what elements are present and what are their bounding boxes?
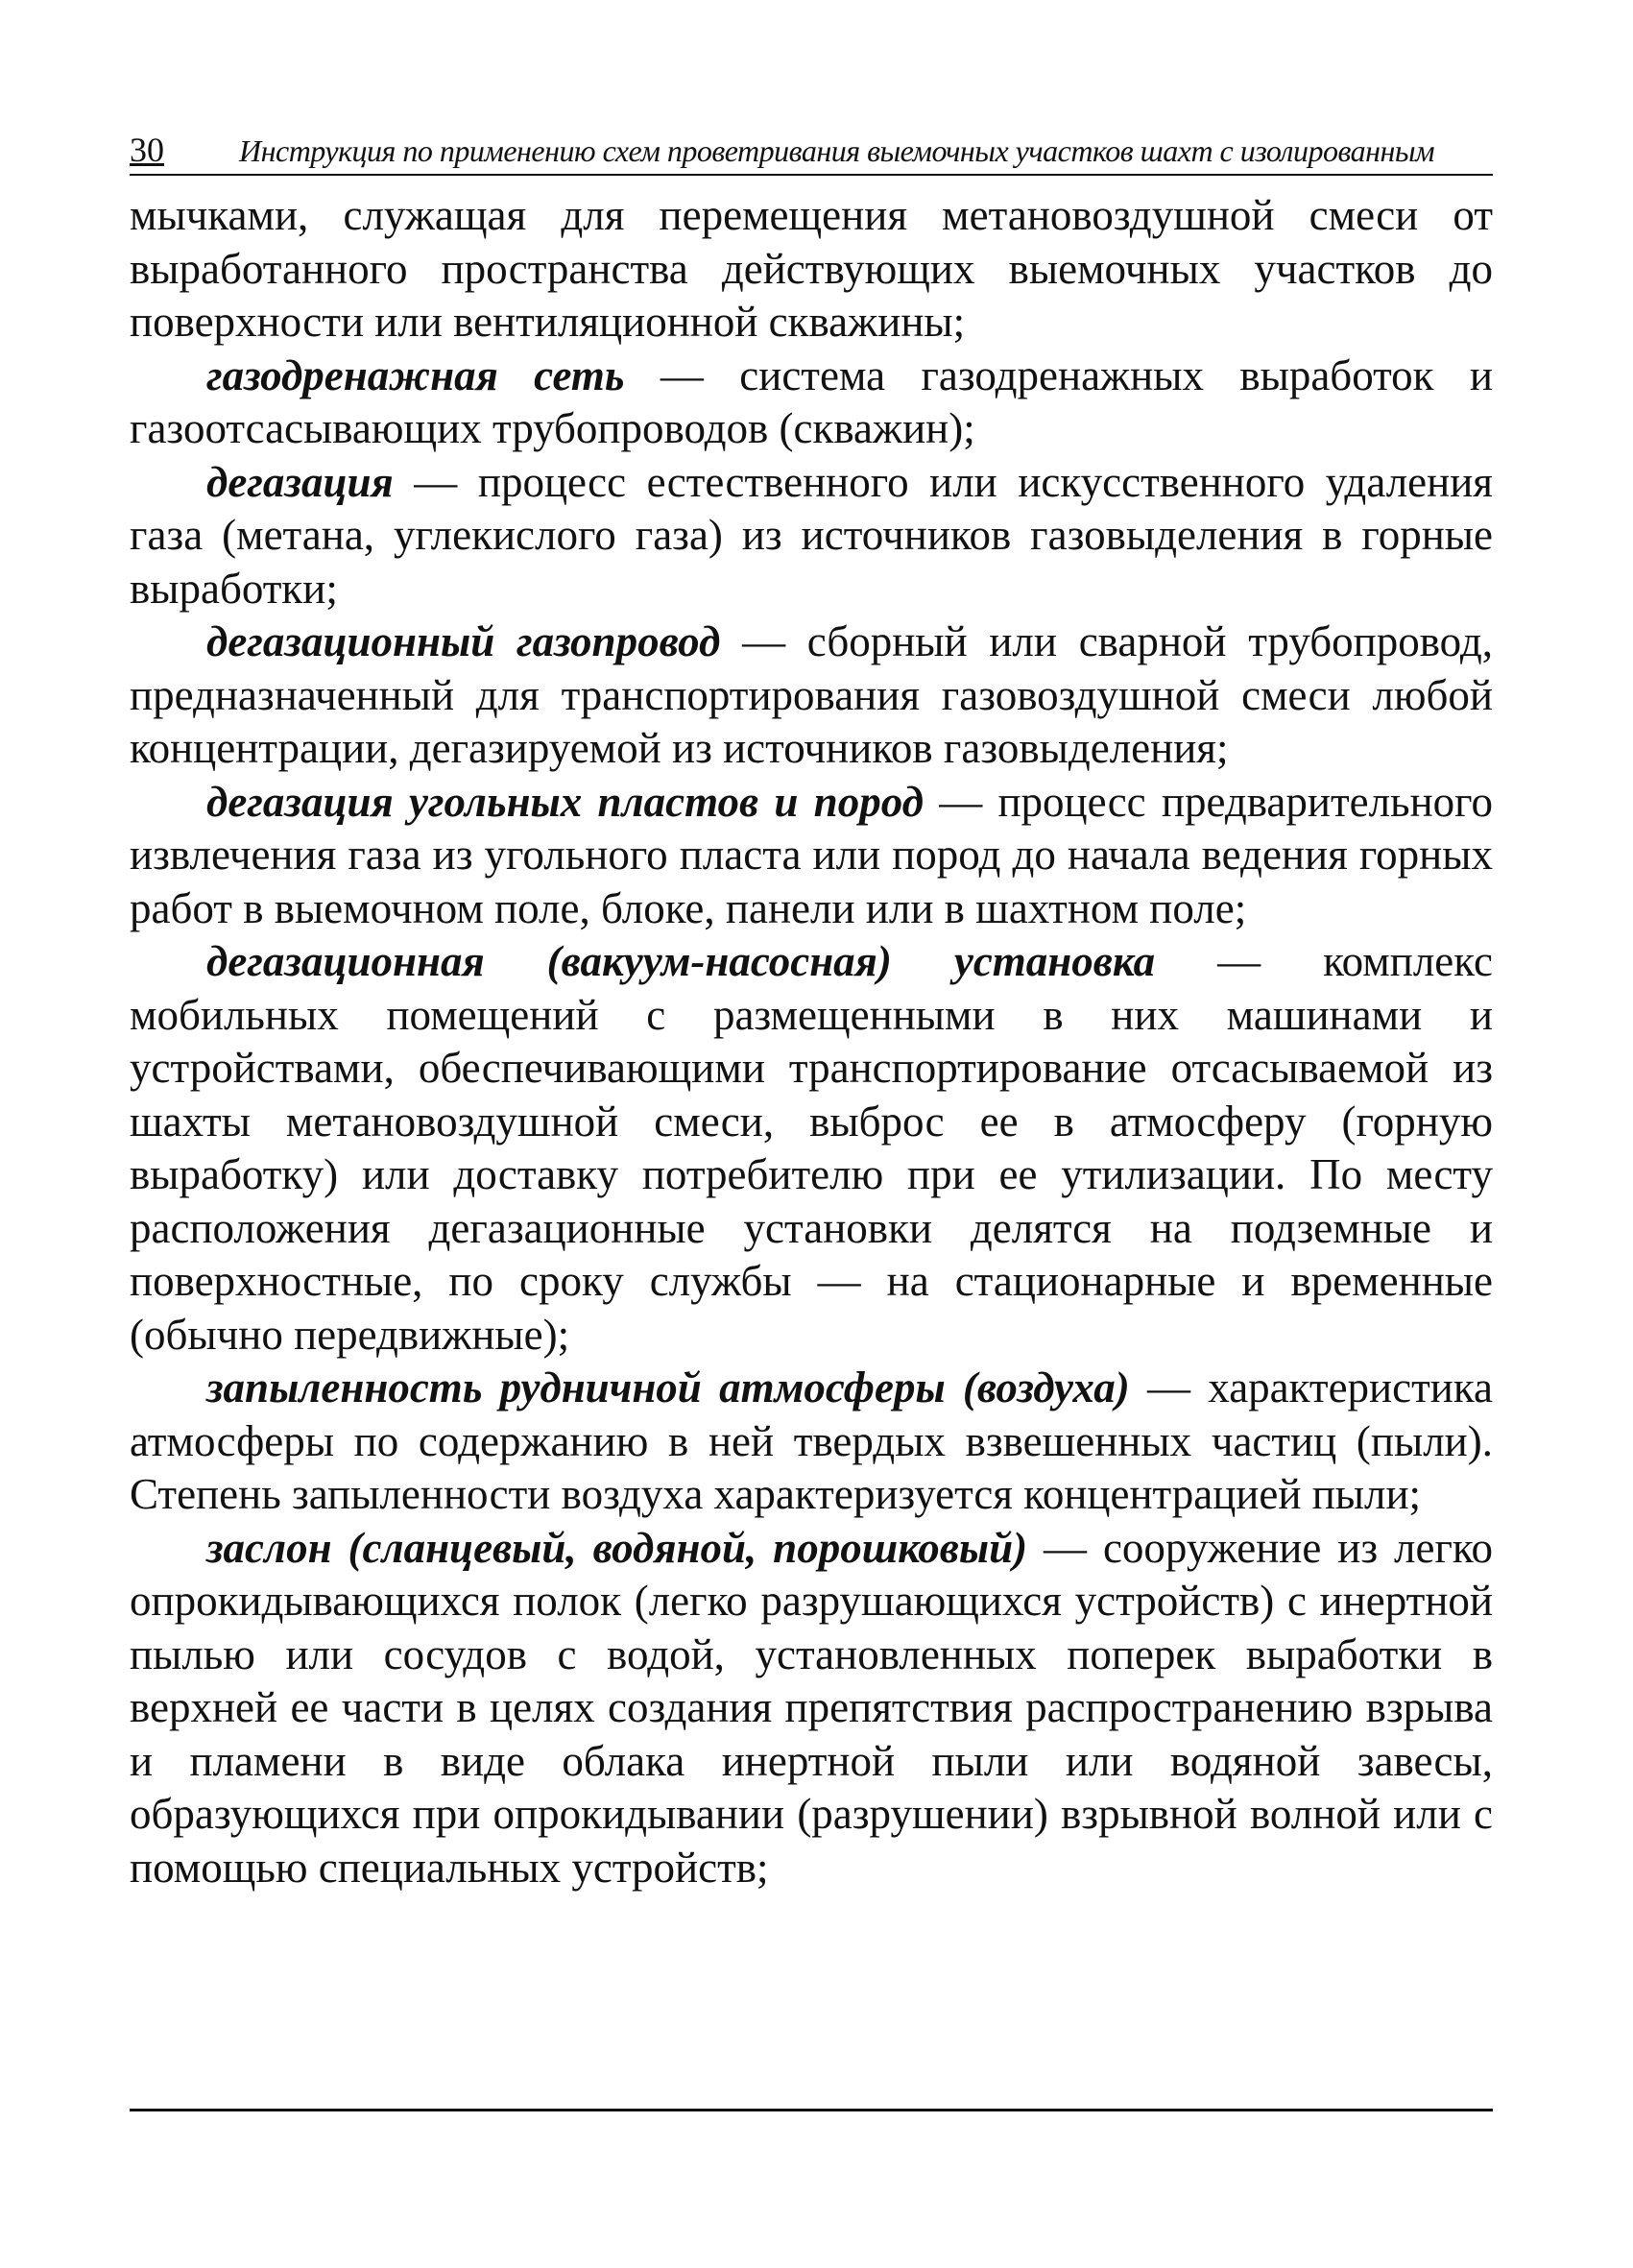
term: газодренажная сеть bbox=[206, 350, 625, 399]
document-page bbox=[130, 130, 1493, 1894]
term: дегазационная (вакуум-насосная) установка bbox=[206, 937, 1156, 985]
definition-entry bbox=[130, 615, 1493, 776]
definition: — процесс естественного или искусственного удаления газа (метана, углекислого газа) из источников газовыделения в горные выработки; bbox=[130, 457, 1493, 613]
definition: — система газодренажных выработок и газоотсасывающих трубопроводов (скважин); bbox=[130, 350, 1494, 452]
continuation-paragraph: мычками, служащая для перемещения метановоздушной смеси от выработанного пространства действующих выемочных участков до поверхности или вентиляционной скважины; bbox=[130, 191, 1493, 346]
footer-rule bbox=[130, 2109, 1493, 2111]
running-header bbox=[130, 130, 1493, 176]
definition: — сборный или сварной трубопровод, предназначенный для транспортирования газовоздушной смеси любой концентрации, дегазируемой из источников газовыделения; bbox=[130, 617, 1494, 772]
term: дегазация угольных пластов и пород bbox=[206, 777, 924, 826]
term: запыленность рудничной атмосферы (воздуха) bbox=[206, 1363, 1130, 1411]
definition-entry bbox=[130, 1522, 1493, 1895]
page-number: 30 bbox=[130, 131, 164, 169]
definition-entry bbox=[130, 776, 1493, 936]
definition-entry bbox=[130, 350, 1493, 456]
running-title: Инструкция по применению схем проветривания выемочных участков шахт с изолированным bbox=[239, 133, 1434, 168]
term: дегазационный газопровод bbox=[206, 617, 721, 665]
definition: — комплекс мобильных помещений с размещенными в них машинами и устройствами, обеспечивающими транспортирование отсасываемой из шахты метановоздушной смеси, выброс ее в атмосферу (горную выработку) или доставку потребителю при ее утилизации. По месту расположения дегазационные установки делятся на подземные и поверхностные, по сроку службы — на стационарные и временные (обычно передвижные); bbox=[130, 937, 1493, 1359]
definition: — сооружение из легко опрокидывающихся полок (легко разрушающихся устройств) с инертной пылью или сосудов с водой, установленных поперек выработки в верхней ее части в целях создания препятствия распространению взрыва и пламени в виде облака инертной пыли или водяной завесы, образующихся при опрокидывании (разрушении) взрывной волной или с помощью специальных устройств; bbox=[130, 1523, 1494, 1892]
term: дегазация bbox=[206, 457, 394, 506]
body-text bbox=[130, 189, 1493, 1894]
definition: — процесс предварительного извлечения газа из угольного пласта или пород до начала ведения горных работ в выемочном поле, блоке, панели или в шахтном поле; bbox=[130, 777, 1494, 932]
definition-entry bbox=[130, 1362, 1493, 1522]
term: заслон (сланцевый, водяной, порошковый) bbox=[206, 1523, 1028, 1572]
definition-entry bbox=[130, 456, 1493, 616]
definition: — характеристика атмосферы по содержанию в ней твердых взвешенных частиц (пыли). Степень запыленности воздуха характеризуется концентрацией пыли; bbox=[130, 1363, 1494, 1518]
definition-entry bbox=[130, 935, 1493, 1362]
